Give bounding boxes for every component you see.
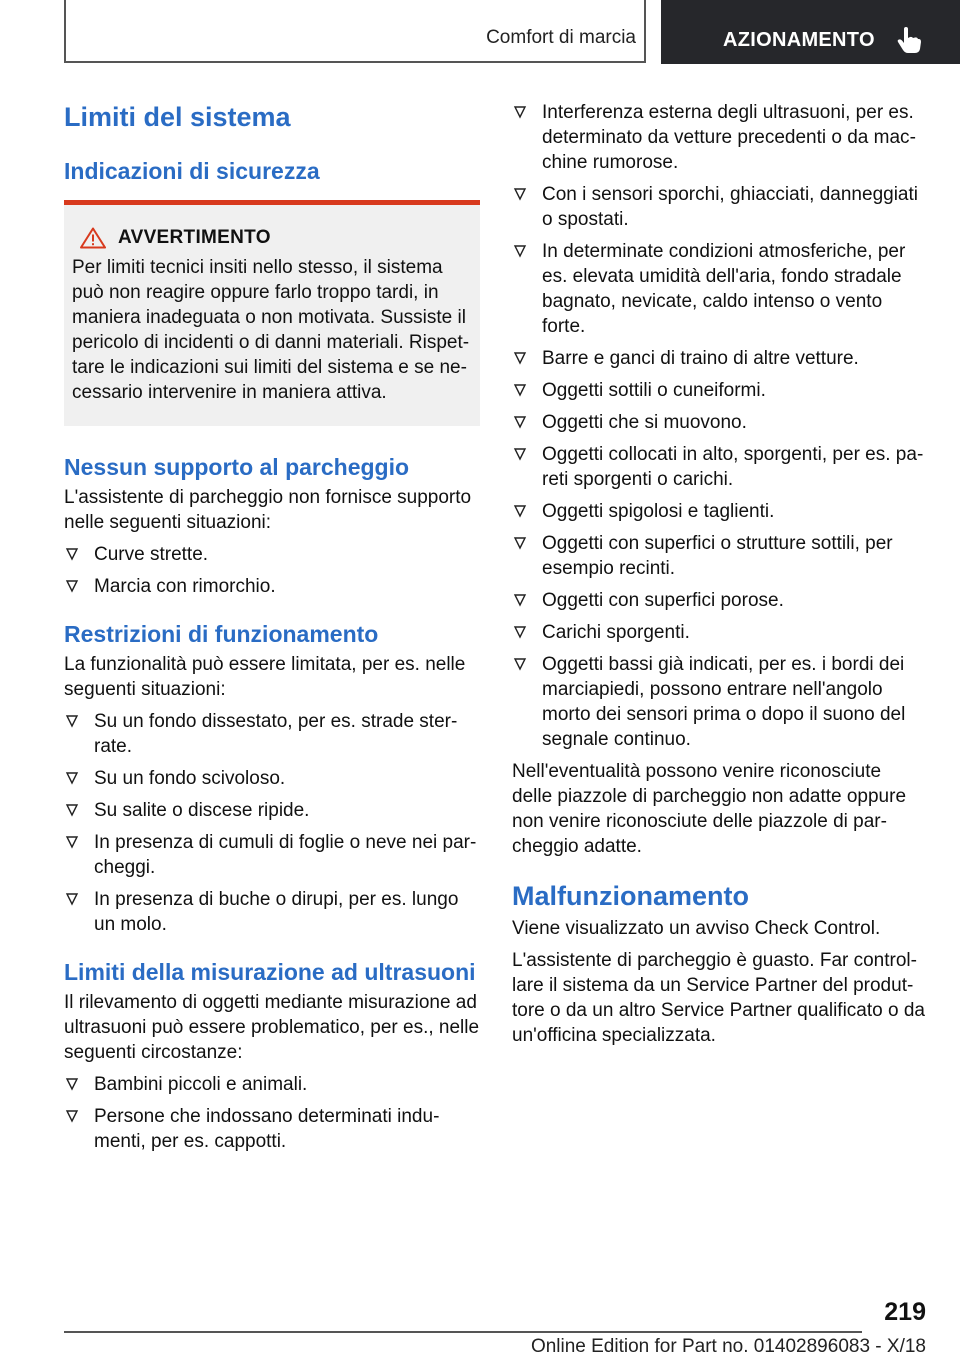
triangle-bullet-icon bbox=[512, 531, 528, 556]
list-item: Su salite o discese ripide. bbox=[64, 798, 480, 823]
left-column bbox=[64, 100, 480, 1161]
warning-text: Per limiti tecnici insiti nello stesso, il sistema può non reagire oppure farlo troppo tardi, in maniera inadeguata o non motivata. Sussiste il pericolo di incidenti o di danni materiali. Rispettare le indicazioni sui limiti del sistema e se necessario intervenire in maniera attiva. bbox=[72, 257, 470, 403]
section-text: La funzionalità può essere limitata, per es. nelle seguenti situazioni: bbox=[64, 654, 466, 700]
safety-subtitle: Indicazioni di sicurezza bbox=[64, 158, 320, 184]
section-title: Comfort di marcia bbox=[486, 27, 636, 48]
triangle-bullet-icon bbox=[64, 574, 80, 599]
triangle-bullet-icon bbox=[64, 798, 80, 823]
chapter-tab bbox=[661, 0, 960, 64]
triangle-bullet-icon bbox=[512, 620, 528, 645]
bullet-list bbox=[512, 100, 926, 752]
list-item: Con i sensori sporchi, ghiacciati, danneggiati o spostati. bbox=[512, 182, 926, 232]
triangle-bullet-icon bbox=[512, 499, 528, 524]
chapter-title: AZIONAMENTO bbox=[723, 29, 875, 51]
warning-header bbox=[72, 227, 472, 249]
paragraph: L'assistente di parcheggio è guasto. Far controllare il sistema da un Service Partner del produttore o da un altro Service Partner qualificato o da un'officina specializzata. bbox=[512, 950, 925, 1046]
section-text: L'assistente di parcheggio non fornisce supporto nelle seguenti situazioni: bbox=[64, 487, 472, 533]
list-item: Marcia con rimorchio. bbox=[64, 574, 480, 599]
list-item: Curve strette. bbox=[64, 542, 480, 567]
list-item: Oggetti sottili o cuneiformi. bbox=[512, 378, 926, 403]
triangle-bullet-icon bbox=[512, 588, 528, 613]
list-item: Oggetti collocati in alto, sporgenti, per es. pareti sporgenti o carichi. bbox=[512, 442, 926, 492]
triangle-bullet-icon bbox=[512, 442, 528, 467]
section-heading: Malfunzionamento bbox=[512, 881, 749, 911]
pointing-hand-icon bbox=[897, 26, 921, 54]
triangle-bullet-icon bbox=[64, 542, 80, 567]
triangle-bullet-icon bbox=[512, 378, 528, 403]
list-item: In presenza di buche o dirupi, per es. lungo un molo. bbox=[64, 887, 480, 937]
triangle-bullet-icon bbox=[64, 830, 80, 855]
triangle-bullet-icon bbox=[64, 1104, 80, 1129]
list-item: Oggetti che si muovono. bbox=[512, 410, 926, 435]
warning-title: AVVERTIMENTO bbox=[118, 227, 271, 248]
list-item: Bambini piccoli e animali. bbox=[64, 1072, 480, 1097]
section-heading: Restrizioni di funzionamento bbox=[64, 621, 379, 647]
list-item: In presenza di cumuli di foglie o neve nei parcheggi. bbox=[64, 830, 480, 880]
list-item: Su un fondo scivoloso. bbox=[64, 766, 480, 791]
list-item: Oggetti bassi già indicati, per es. i bordi dei marciapiedi, possono entrare nell'angolo morto dei sensori prima o dopo il suono del segnale continuo. bbox=[512, 652, 926, 752]
triangle-bullet-icon bbox=[64, 1072, 80, 1097]
page-number: 219 bbox=[884, 1298, 926, 1326]
triangle-bullet-icon bbox=[512, 239, 528, 264]
triangle-bullet-icon bbox=[512, 652, 528, 677]
list-item: Carichi sporgenti. bbox=[512, 620, 926, 645]
triangle-bullet-icon bbox=[64, 709, 80, 734]
list-item: Oggetti con superfici porose. bbox=[512, 588, 926, 613]
bullet-list bbox=[64, 542, 480, 599]
warning-box bbox=[64, 200, 480, 426]
page-title: Limiti del sistema bbox=[64, 102, 291, 132]
edition-note: Online Edition for Part no. 01402896083 - X/18 bbox=[530, 1336, 926, 1357]
triangle-bullet-icon bbox=[512, 100, 528, 125]
triangle-bullet-icon bbox=[512, 182, 528, 207]
list-item: Su un fondo dissestato, per es. strade sterrate. bbox=[64, 709, 480, 759]
list-item: Oggetti con superfici o strutture sottili, per esempio recinti. bbox=[512, 531, 926, 581]
triangle-bullet-icon bbox=[64, 887, 80, 912]
triangle-bullet-icon bbox=[512, 410, 528, 435]
footer-divider bbox=[64, 1331, 862, 1333]
list-item: Barre e ganci di traino di altre vetture. bbox=[512, 346, 926, 371]
list-item: Oggetti spigolosi e taglienti. bbox=[512, 499, 926, 524]
paragraph: Viene visualizzato un avviso Check Control. bbox=[512, 918, 881, 939]
right-column bbox=[512, 100, 926, 1055]
list-item: In determinate condizioni atmosferiche, per es. elevata umidità dell'aria, fondo stradale bagnato, nevicate, caldo intenso o vento forte. bbox=[512, 239, 926, 339]
section-text: Il rilevamento di oggetti mediante misurazione ad ultrasuoni può essere problematico, per es., nelle seguenti circostanze: bbox=[64, 992, 480, 1063]
list-item: Interferenza esterna degli ultrasuoni, per es. determinato da vetture precedenti o da macchine rumorose. bbox=[512, 100, 926, 175]
section-heading: Nessun supporto al parcheggio bbox=[64, 454, 410, 480]
warning-triangle-icon bbox=[80, 227, 106, 249]
triangle-bullet-icon bbox=[64, 766, 80, 791]
paragraph: Nell'eventualità possono venire riconosciute delle piazzole di parcheggio non adatte oppure non venire riconosciute delle piazzole di parcheggio adatte. bbox=[512, 761, 907, 857]
bullet-list bbox=[64, 709, 480, 937]
triangle-bullet-icon bbox=[512, 346, 528, 371]
list-item: Persone che indossano determinati indumenti, per es. cappotti. bbox=[64, 1104, 480, 1154]
section-heading: Limiti della misurazione ad ultrasuoni bbox=[64, 959, 476, 985]
bullet-list bbox=[64, 1072, 480, 1154]
